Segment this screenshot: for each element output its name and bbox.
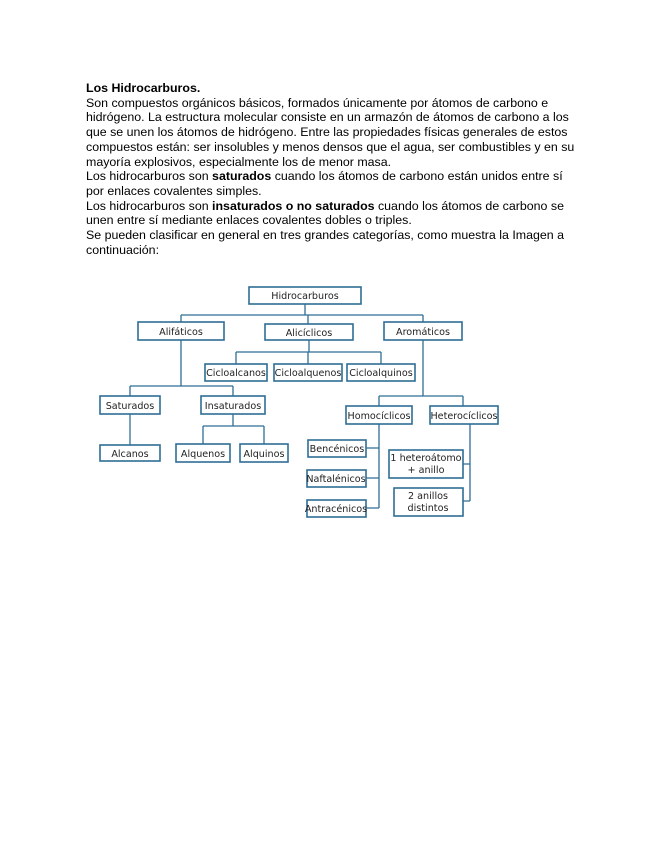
node-heteroatomo-anillo (389, 450, 463, 478)
node-cicloalquenos (274, 364, 342, 381)
node-alifaticos-label: Alifáticos (159, 327, 203, 338)
paragraph-classification: Se pueden clasificar en general en tres grandes categorías, como muestra la Imagen a continuación: (86, 228, 565, 257)
node-hidrocarburos-label: Hidrocarburos (271, 291, 339, 302)
p2-bold-term: saturados (212, 169, 272, 184)
node-heterociclicos-label: Heterocíclicos (430, 411, 498, 422)
node-cicloalquinos-label: Cicloalquinos (349, 368, 413, 379)
node-aliciclicos (265, 324, 353, 340)
p3-after: cuando los átomos de carbono se unen entre sí mediante enlaces covalentes dobles o triples. (86, 198, 564, 228)
connector-heterociclicos (463, 424, 470, 501)
node-bencenicos (308, 440, 366, 457)
node-alifaticos (138, 322, 224, 340)
connector-insaturados (203, 414, 264, 444)
node-insaturados (201, 396, 265, 414)
p2-after: cuando los átomos de carbono están unidos entre sí por enlaces covalentes simples. (86, 169, 563, 198)
node-alcanos (100, 445, 160, 461)
connector-homociclicos (366, 424, 379, 508)
node-naftalenicos-label: Naftalénicos (306, 474, 366, 485)
p2-before: Los hidrocarburos son (86, 169, 213, 184)
node-dos-anillos-line2: distintos (407, 503, 449, 514)
p3-before: Los hidrocarburos son (86, 198, 213, 213)
node-cicloalquinos (347, 364, 415, 381)
p3-bold-term: insaturados o no saturados (212, 198, 375, 213)
node-aromaticos-label: Aromáticos (396, 327, 450, 338)
node-cicloalcanos (205, 364, 267, 381)
node-bencenicos-label: Bencénicos (309, 444, 365, 455)
node-antracenicos-label: Antracénicos (304, 504, 368, 515)
node-alquinos-label: Alquinos (243, 449, 285, 460)
node-heteroatomo-line2: + anillo (407, 465, 445, 476)
node-hidrocarburos (249, 287, 361, 304)
node-saturados (100, 396, 160, 414)
connector-aliciclicos (236, 340, 381, 364)
node-insaturados-label: Insaturados (204, 401, 262, 412)
document-title: Los Hidrocarburos. (86, 81, 201, 95)
node-heteroatomo-line1: 1 heteroátomo (390, 453, 462, 464)
node-antracenicos (305, 500, 367, 517)
node-saturados-label: Saturados (105, 401, 155, 412)
paragraph-definition: Son compuestos orgánicos básicos, formados únicamente por átomos de carbono e hidrógeno. La estructura molecular consiste en un armazón de átomos de carbono a los que se unen los átomos de hidrógeno. Entre las propiedades físicas generales de estos compuestos están: ser insolubles y menos densos que el agua, ser combustibles y en su mayoría explosivos, especialmente los de menor masa. (86, 95, 575, 169)
node-dos-anillos (394, 488, 463, 516)
node-cicloalquenos-label: Cicloalquenos (274, 368, 342, 379)
node-naftalenicos (306, 470, 366, 487)
node-dos-anillos-line1: 2 anillos (408, 491, 448, 502)
node-alquenos-label: Alquenos (180, 449, 226, 460)
node-alquinos (240, 444, 288, 462)
connector-root (181, 304, 423, 324)
node-heterociclicos (430, 406, 498, 424)
node-aromaticos (384, 322, 462, 340)
node-aliciclicos-label: Alicíclicos (285, 328, 333, 339)
node-homociclicos-label: Homocíclicos (347, 411, 411, 422)
node-alquenos (176, 444, 230, 462)
node-cicloalcanos-label: Cicloalcanos (206, 368, 266, 379)
node-alcanos-label: Alcanos (111, 449, 149, 460)
node-homociclicos (346, 406, 412, 424)
